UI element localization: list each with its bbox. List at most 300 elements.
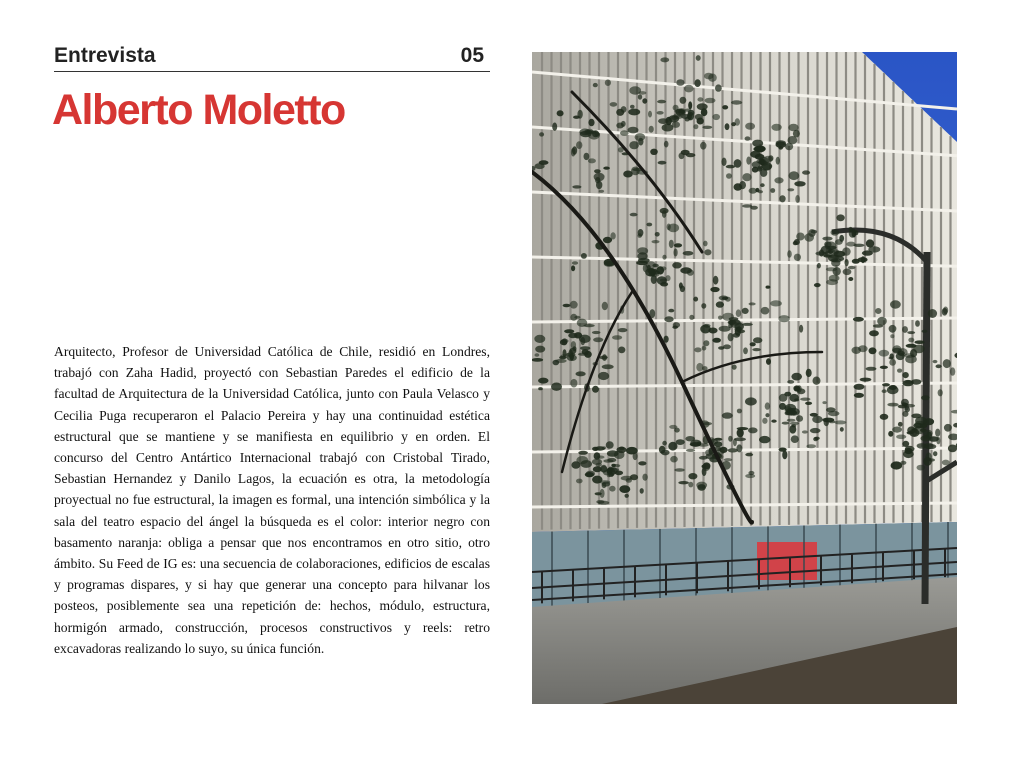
leaf: [933, 360, 938, 363]
leaf: [576, 371, 586, 376]
leaf: [737, 429, 744, 438]
leaf: [666, 117, 672, 126]
leaf: [703, 324, 710, 328]
leaf: [600, 489, 605, 498]
leaf: [668, 309, 674, 313]
leaf: [652, 264, 658, 267]
leaf: [629, 86, 641, 94]
leaf: [672, 122, 680, 128]
leaf: [702, 346, 707, 351]
leaf: [630, 213, 638, 217]
leaf: [907, 331, 915, 334]
leaf: [667, 224, 671, 231]
leaf: [683, 251, 694, 256]
leaf: [535, 163, 545, 169]
leaf: [673, 322, 680, 328]
leaf: [806, 369, 812, 377]
leaf: [610, 102, 618, 107]
leaf: [887, 386, 899, 394]
leaf: [879, 350, 890, 357]
leaf: [915, 320, 920, 327]
leaf: [802, 430, 808, 433]
leaf: [898, 422, 903, 427]
leaf: [889, 357, 894, 360]
leaf: [796, 415, 803, 422]
leaf: [638, 138, 643, 146]
leaf: [719, 326, 731, 332]
leaf: [771, 124, 781, 131]
leaf: [726, 165, 735, 169]
leaf: [704, 73, 713, 80]
leaf: [791, 435, 799, 443]
leaf: [602, 446, 606, 449]
leaf: [688, 110, 695, 116]
leaf: [758, 190, 763, 193]
leaf: [770, 188, 775, 193]
leaf: [902, 372, 908, 378]
leaf: [866, 367, 877, 371]
leaf: [742, 173, 751, 181]
leaf: [728, 436, 732, 442]
leaf: [618, 328, 628, 332]
leaf: [866, 239, 874, 247]
leaf: [661, 450, 670, 456]
leaf: [599, 190, 604, 193]
leaf: [829, 275, 840, 282]
leaf: [552, 123, 557, 131]
leaf: [596, 500, 604, 504]
leaf: [586, 471, 595, 477]
page-header: [54, 42, 490, 72]
leaf: [676, 439, 685, 445]
leaf: [728, 333, 734, 341]
leaf: [752, 348, 761, 351]
leaf: [771, 420, 776, 423]
leaf: [573, 116, 580, 119]
leaf: [860, 378, 872, 382]
leaf: [605, 79, 611, 86]
leaf: [770, 300, 782, 306]
leaf: [728, 320, 737, 324]
leaf: [602, 483, 607, 489]
leaf: [566, 353, 576, 357]
leaf: [594, 452, 601, 459]
leaf: [694, 347, 701, 352]
leaf: [625, 494, 629, 498]
leaf: [802, 170, 810, 174]
leaf: [615, 471, 623, 476]
leaf: [538, 387, 543, 390]
leaf: [800, 398, 810, 401]
leaf: [756, 159, 765, 163]
leaf: [577, 319, 588, 327]
leaf: [630, 105, 635, 109]
leaf: [678, 481, 689, 484]
leaf: [787, 250, 792, 258]
leaf: [748, 427, 758, 433]
leaf: [680, 97, 687, 104]
leaf: [755, 154, 765, 160]
leaf: [724, 458, 733, 461]
leaf: [697, 484, 706, 491]
leaf: [628, 127, 639, 134]
leaf: [620, 130, 629, 136]
leaf: [713, 276, 719, 285]
leaf: [642, 474, 647, 481]
leaf: [917, 465, 926, 471]
leaf: [923, 457, 932, 466]
leaf: [689, 315, 694, 320]
leaf: [725, 297, 731, 302]
leaf: [869, 330, 879, 336]
leaf: [731, 100, 742, 104]
leaf: [684, 85, 694, 93]
leaf: [852, 347, 862, 354]
leaf: [701, 108, 708, 116]
leaf: [723, 344, 731, 349]
leaf: [602, 302, 608, 310]
leaf: [752, 167, 759, 173]
leaf: [718, 316, 722, 320]
leaf: [598, 372, 609, 380]
leaf: [588, 119, 594, 127]
leaf: [608, 473, 614, 477]
leaf: [704, 249, 711, 255]
leaf: [662, 210, 667, 218]
leaf: [712, 338, 721, 343]
leaf: [833, 267, 841, 276]
leaf: [588, 158, 596, 163]
leaf: [882, 389, 887, 393]
leaf: [705, 98, 716, 104]
leaf: [795, 195, 800, 203]
leaf: [734, 159, 742, 168]
leaf: [612, 464, 620, 467]
leaf: [750, 206, 758, 210]
leaf: [592, 331, 601, 334]
leaf: [688, 473, 697, 479]
leaf: [759, 436, 770, 443]
leaf: [603, 237, 612, 243]
leaf: [776, 157, 780, 165]
leaf: [873, 324, 883, 327]
leaf: [943, 359, 951, 368]
leaf: [662, 255, 666, 260]
leaf: [570, 301, 578, 309]
leaf: [642, 98, 647, 103]
leaf: [793, 241, 798, 245]
leaf: [819, 249, 824, 256]
leaf: [749, 188, 757, 194]
leaf: [737, 329, 745, 333]
leaf: [662, 441, 667, 446]
leaf: [687, 269, 694, 275]
leaf: [778, 315, 789, 322]
leaf: [592, 459, 602, 465]
leaf: [753, 337, 762, 343]
leaf: [805, 402, 812, 405]
leaf: [762, 418, 767, 424]
leaf: [920, 423, 927, 428]
leaf: [572, 261, 578, 265]
leaf: [765, 402, 770, 409]
leaf: [749, 302, 756, 305]
leaf: [822, 237, 832, 241]
leaf: [933, 451, 937, 456]
leaf: [594, 173, 605, 182]
leaf: [765, 413, 769, 417]
leaf: [607, 458, 616, 462]
leaf: [789, 425, 796, 434]
leaf: [534, 335, 545, 343]
leaf: [681, 150, 690, 155]
leaf: [578, 451, 588, 455]
leaf: [649, 126, 654, 133]
leaf: [695, 114, 703, 120]
leaf: [950, 367, 955, 375]
leaf: [877, 317, 887, 326]
leaf: [674, 468, 684, 471]
leaf: [748, 471, 754, 475]
leaf: [593, 83, 598, 87]
leaf: [812, 416, 822, 423]
leaf: [562, 338, 568, 345]
leaf: [606, 441, 614, 448]
leaf: [814, 283, 820, 287]
leaf: [845, 259, 849, 266]
leaf: [693, 297, 698, 302]
leaf: [880, 414, 889, 420]
leaf: [840, 427, 844, 432]
leaf: [592, 447, 599, 451]
leaf: [831, 229, 840, 235]
leaf: [753, 146, 765, 152]
leaf: [936, 364, 942, 368]
leaf: [880, 366, 888, 369]
leaf: [621, 476, 633, 481]
leaf: [703, 241, 708, 247]
leaf: [664, 316, 673, 322]
leaf: [829, 420, 835, 423]
leaf: [719, 447, 727, 453]
leaf: [774, 177, 783, 183]
leaf: [889, 359, 896, 366]
leaf: [926, 432, 932, 440]
leaf: [697, 97, 703, 101]
leaf: [646, 223, 652, 227]
leaf: [921, 395, 930, 400]
leaf: [722, 105, 728, 109]
leaf: [647, 268, 657, 273]
leaf: [890, 300, 901, 308]
leaf: [551, 383, 562, 391]
leaf: [573, 346, 577, 351]
leaf: [584, 153, 590, 160]
leaf: [904, 448, 912, 454]
interview-title: Alberto Moletto: [52, 86, 345, 134]
leaf: [839, 235, 844, 242]
leaf: [788, 124, 798, 132]
leaf: [660, 57, 669, 62]
leaf: [701, 303, 706, 309]
leaf: [609, 486, 615, 492]
leaf: [849, 227, 853, 231]
leaf: [652, 240, 660, 243]
leaf: [782, 422, 789, 425]
leaf: [576, 456, 588, 464]
leaf: [791, 373, 802, 381]
leaf: [787, 419, 796, 422]
leaf: [535, 353, 540, 357]
leaf: [714, 438, 722, 441]
leaf: [700, 142, 706, 150]
leaf: [674, 428, 680, 433]
leaf: [648, 111, 652, 118]
leaf: [657, 100, 666, 104]
leaf: [532, 358, 543, 362]
leaf: [787, 188, 794, 191]
leaf: [688, 101, 692, 109]
leaf: [902, 326, 908, 333]
leaf: [942, 308, 948, 316]
leaf: [854, 393, 864, 398]
leaf: [745, 123, 755, 130]
leaf: [920, 428, 926, 432]
leaf: [612, 335, 622, 340]
leaf: [766, 286, 771, 289]
leaf: [782, 451, 787, 460]
leaf: [616, 447, 626, 453]
leaf: [760, 183, 765, 187]
leaf: [739, 181, 746, 189]
leaf: [922, 330, 928, 333]
leaf: [538, 378, 548, 384]
leaf: [836, 214, 844, 221]
leaf: [688, 482, 693, 488]
leaf: [789, 171, 800, 180]
leaf: [948, 445, 957, 453]
leaf: [716, 301, 724, 307]
leaf: [726, 173, 732, 179]
leaf: [750, 342, 756, 346]
leaf: [924, 443, 934, 449]
leaf: [578, 353, 589, 356]
leaf: [799, 325, 803, 333]
leaf: [810, 428, 821, 433]
leaf: [576, 141, 582, 149]
leaf: [779, 394, 788, 402]
leaf: [853, 244, 864, 247]
leaf: [698, 443, 709, 447]
leaf: [908, 338, 914, 343]
leaf: [882, 383, 890, 386]
leaf: [736, 444, 742, 452]
leaf: [633, 453, 638, 461]
leaf: [685, 436, 695, 441]
leaf: [712, 114, 720, 120]
leaf: [670, 456, 678, 463]
leaf: [833, 251, 845, 257]
leaf: [572, 185, 581, 188]
leaf: [579, 335, 591, 343]
leaf: [715, 84, 722, 91]
building-photo: [532, 52, 957, 704]
leaf: [595, 132, 600, 137]
leaf: [637, 252, 647, 260]
leaf: [732, 365, 737, 370]
leaf: [743, 347, 748, 354]
leaf: [794, 254, 801, 261]
leaf: [581, 253, 587, 259]
leaf: [696, 55, 701, 61]
leaf: [888, 431, 893, 437]
leaf: [897, 369, 902, 373]
leaf: [745, 453, 753, 457]
leaf: [904, 353, 914, 358]
leaf: [911, 379, 921, 385]
leaf: [705, 449, 712, 456]
leaf: [664, 141, 669, 148]
leaf: [655, 232, 660, 237]
leaf: [535, 346, 545, 353]
leaf: [745, 136, 751, 140]
leaf: [570, 314, 577, 321]
leaf: [674, 243, 682, 247]
leaf: [914, 340, 924, 344]
leaf: [858, 257, 868, 262]
leaf: [834, 420, 846, 424]
leaf: [672, 262, 682, 268]
leaf: [629, 141, 639, 149]
leaf: [680, 286, 685, 293]
leaf: [596, 181, 602, 189]
leaf: [693, 124, 698, 129]
leaf: [824, 418, 829, 426]
leaf: [737, 409, 742, 414]
leaf: [734, 437, 746, 441]
leaf: [760, 169, 767, 177]
leaf: [734, 323, 744, 331]
leaf: [616, 109, 624, 116]
leaf: [592, 386, 599, 393]
leaf: [892, 427, 902, 433]
leaf: [570, 379, 577, 388]
leaf: [721, 158, 726, 166]
leaf: [557, 110, 564, 116]
leaf: [621, 121, 626, 127]
leaf: [766, 358, 771, 365]
leaf: [938, 389, 943, 396]
leaf: [942, 460, 950, 466]
leaf: [572, 146, 577, 155]
leaf: [628, 109, 640, 116]
leaf: [686, 449, 695, 452]
leaf: [564, 329, 574, 333]
leaf: [817, 263, 821, 269]
leaf: [676, 79, 684, 86]
leaf: [806, 444, 816, 448]
leaf: [602, 364, 614, 369]
leaf: [568, 333, 577, 338]
leaf: [796, 233, 804, 241]
leaf: [854, 384, 865, 390]
leaf: [848, 277, 853, 281]
leaf: [618, 347, 625, 354]
leaf: [793, 385, 800, 391]
leaf: [703, 340, 709, 346]
leaf: [742, 308, 749, 314]
section-label: Entrevista: [54, 44, 156, 67]
